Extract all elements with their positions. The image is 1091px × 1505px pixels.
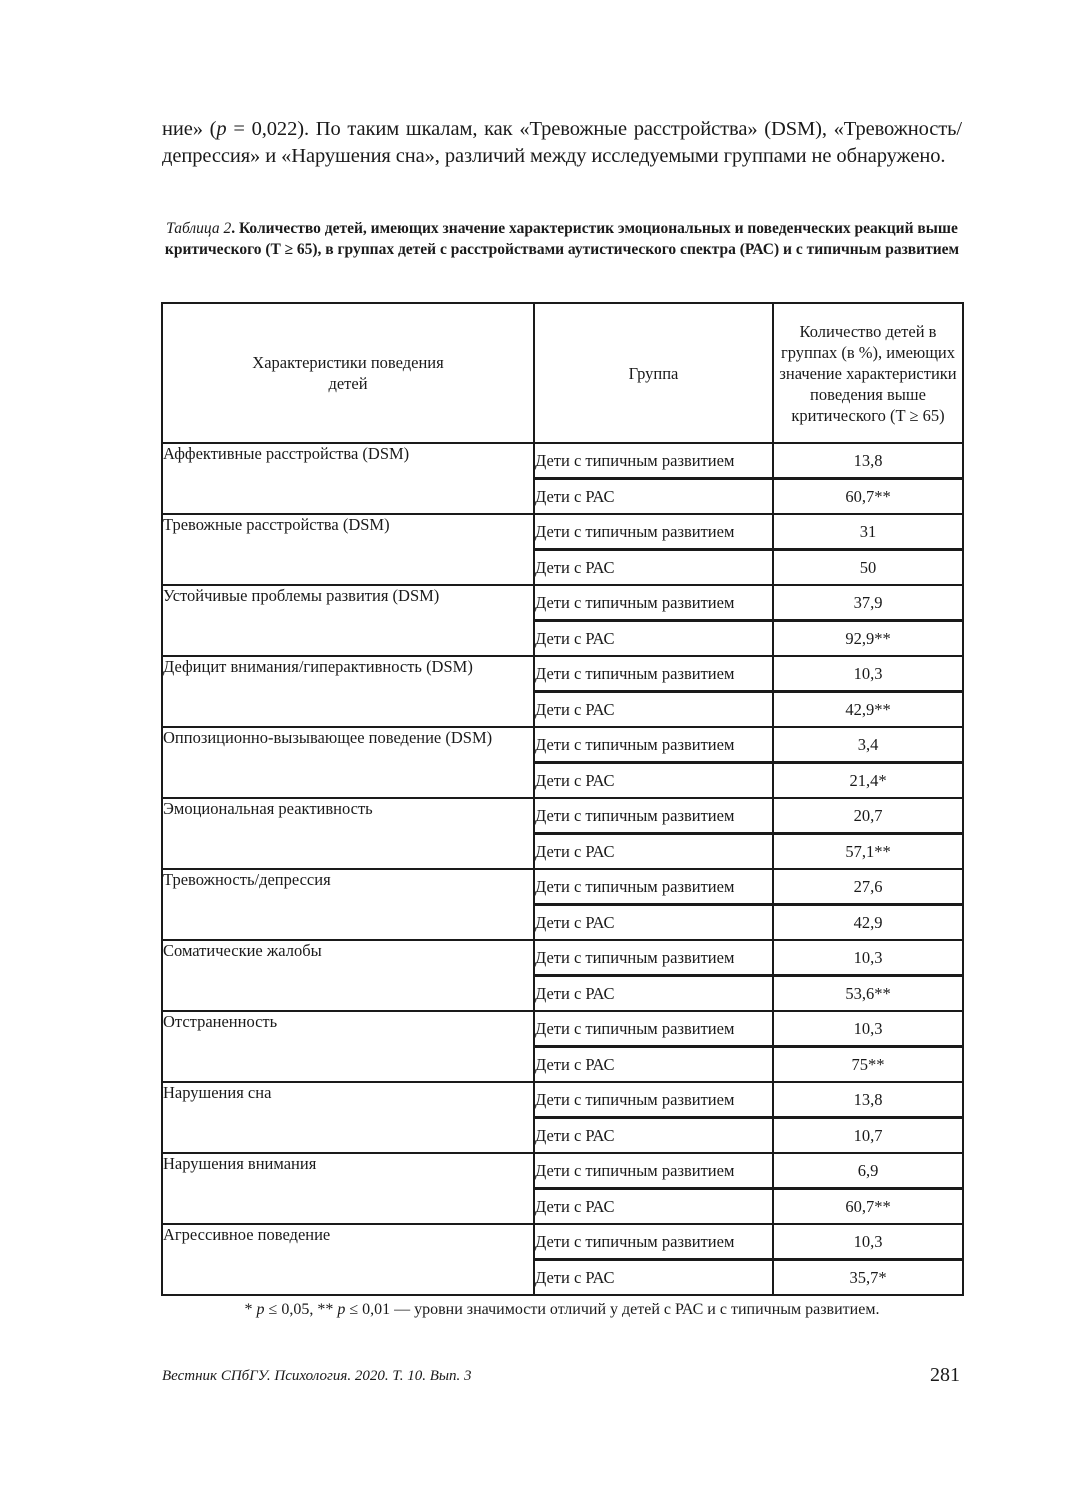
group-cell-ras: Дети с РАС: [534, 763, 773, 799]
value-cell-ras: 42,9: [773, 905, 963, 941]
intro-text-rest: = 0,022). По таким шкалам, как «Тревожные расстройства» (DSM), «Тревожность/депрессия» и «Нарушения сна», различий между исследуемыми группами не обнаружено.: [162, 118, 962, 167]
value-cell-typical: 10,3: [773, 656, 963, 692]
value-cell-typical: 20,7: [773, 798, 963, 834]
value-cell-typical: 6,9: [773, 1153, 963, 1189]
results-table: [161, 302, 964, 1296]
group-cell-ras: Дети с РАС: [534, 1118, 773, 1154]
p-symbol: p: [256, 1301, 265, 1318]
table-body: [162, 443, 963, 1295]
value-cell-typical: 10,3: [773, 940, 963, 976]
value-cell-typical: 10,3: [773, 1224, 963, 1260]
value-cell-ras: 60,7**: [773, 479, 963, 515]
characteristic-cell: Аффективные расстройства (DSM): [162, 443, 534, 514]
table-row: [162, 727, 963, 763]
group-cell-ras: Дети с РАС: [534, 1260, 773, 1296]
group-cell-typical: Дети с типичным развитием: [534, 727, 773, 763]
value-cell-typical: 37,9: [773, 585, 963, 621]
caption-body: . Количество детей, имеющих значение характеристик эмоциональных и поведенческих реакций выше критического (T ≥ 65), в группах детей с расстройствами аутистического спектра (РАС) и с типичным развитием: [164, 220, 960, 258]
table-row: [162, 585, 963, 621]
group-cell-typical: Дети с типичным развитием: [534, 514, 773, 550]
group-cell-typical: Дети с типичным развитием: [534, 869, 773, 905]
header-characteristic: [162, 303, 534, 443]
group-cell-typical: Дети с типичным развитием: [534, 656, 773, 692]
value-cell-ras: 35,7*: [773, 1260, 963, 1296]
characteristic-cell: Устойчивые проблемы развития (DSM): [162, 585, 534, 656]
value-cell-ras: 53,6**: [773, 976, 963, 1012]
characteristic-cell: Отстраненность: [162, 1011, 534, 1082]
group-cell-typical: Дети с типичным развитием: [534, 1082, 773, 1118]
characteristic-cell: Дефицит внимания/гиперактивность (DSM): [162, 656, 534, 727]
characteristic-cell: Нарушения сна: [162, 1082, 534, 1153]
note-part: ≤ 0,01 — уровни значимости отличий у детей с РАС и с типичным развитием.: [345, 1301, 880, 1318]
value-cell-typical: 13,8: [773, 1082, 963, 1118]
characteristic-cell: Соматические жалобы: [162, 940, 534, 1011]
table-row: [162, 1153, 963, 1189]
group-cell-typical: Дети с типичным развитием: [534, 1011, 773, 1047]
table-caption: [162, 219, 962, 260]
header-count: [773, 303, 963, 443]
value-cell-typical: 27,6: [773, 869, 963, 905]
group-cell-ras: Дети с РАС: [534, 550, 773, 586]
table-row: [162, 940, 963, 976]
value-cell-typical: 10,3: [773, 1011, 963, 1047]
group-cell-ras: Дети с РАС: [534, 621, 773, 657]
intro-paragraph: [162, 116, 962, 170]
group-cell-typical: Дети с типичным развитием: [534, 443, 773, 479]
p-symbol: p: [337, 1301, 346, 1318]
note-part: ≤ 0,05, **: [264, 1301, 338, 1318]
value-cell-ras: 10,7: [773, 1118, 963, 1154]
value-cell-ras: 42,9**: [773, 692, 963, 728]
page-number: 281: [930, 1364, 960, 1386]
table-header-row: [162, 303, 963, 443]
journal-citation: Вестник СПбГУ. Психология. 2020. Т. 10. Вып. 3: [162, 1368, 472, 1384]
value-cell-typical: 3,4: [773, 727, 963, 763]
group-cell-ras: Дети с РАС: [534, 905, 773, 941]
table-row: [162, 1011, 963, 1047]
p-symbol: p: [216, 118, 227, 140]
characteristic-cell: Эмоциональная реактивность: [162, 798, 534, 869]
header-count-text: Количество детей в группах (в %), имеющих значение характеристики поведения выше критического (T ≥ 65): [779, 321, 957, 425]
table-row: [162, 869, 963, 905]
table-row: [162, 798, 963, 834]
group-cell-ras: Дети с РАС: [534, 834, 773, 870]
caption-label: Таблица 2: [166, 220, 232, 237]
value-cell-ras: 92,9**: [773, 621, 963, 657]
header-characteristic-text: Характеристики поведения детей: [252, 353, 444, 393]
intro-text-start: ние» (: [162, 118, 217, 140]
header-group: Группа: [534, 303, 773, 443]
characteristic-cell: Агрессивное поведение: [162, 1224, 534, 1295]
table-row: [162, 443, 963, 479]
characteristic-cell: Тревожные расстройства (DSM): [162, 514, 534, 585]
group-cell-ras: Дети с РАС: [534, 976, 773, 1012]
value-cell-typical: 13,8: [773, 443, 963, 479]
group-cell-ras: Дети с РАС: [534, 1047, 773, 1083]
group-cell-typical: Дети с типичным развитием: [534, 585, 773, 621]
table-row: [162, 656, 963, 692]
note-part: *: [244, 1301, 257, 1318]
table-row: [162, 1224, 963, 1260]
group-cell-ras: Дети с РАС: [534, 692, 773, 728]
group-cell-typical: Дети с типичным развитием: [534, 798, 773, 834]
value-cell-typical: 31: [773, 514, 963, 550]
group-cell-typical: Дети с типичным развитием: [534, 940, 773, 976]
table-row: [162, 514, 963, 550]
table-row: [162, 1082, 963, 1118]
value-cell-ras: 60,7**: [773, 1189, 963, 1225]
significance-note: [162, 1301, 962, 1319]
characteristic-cell: Тревожность/депрессия: [162, 869, 534, 940]
group-cell-typical: Дети с типичным развитием: [534, 1153, 773, 1189]
value-cell-ras: 57,1**: [773, 834, 963, 870]
group-cell-ras: Дети с РАС: [534, 1189, 773, 1225]
value-cell-ras: 50: [773, 550, 963, 586]
characteristic-cell: Оппозиционно-вызывающее поведение (DSM): [162, 727, 534, 798]
value-cell-ras: 75**: [773, 1047, 963, 1083]
group-cell-ras: Дети с РАС: [534, 479, 773, 515]
value-cell-ras: 21,4*: [773, 763, 963, 799]
characteristic-cell: Нарушения внимания: [162, 1153, 534, 1224]
group-cell-typical: Дети с типичным развитием: [534, 1224, 773, 1260]
